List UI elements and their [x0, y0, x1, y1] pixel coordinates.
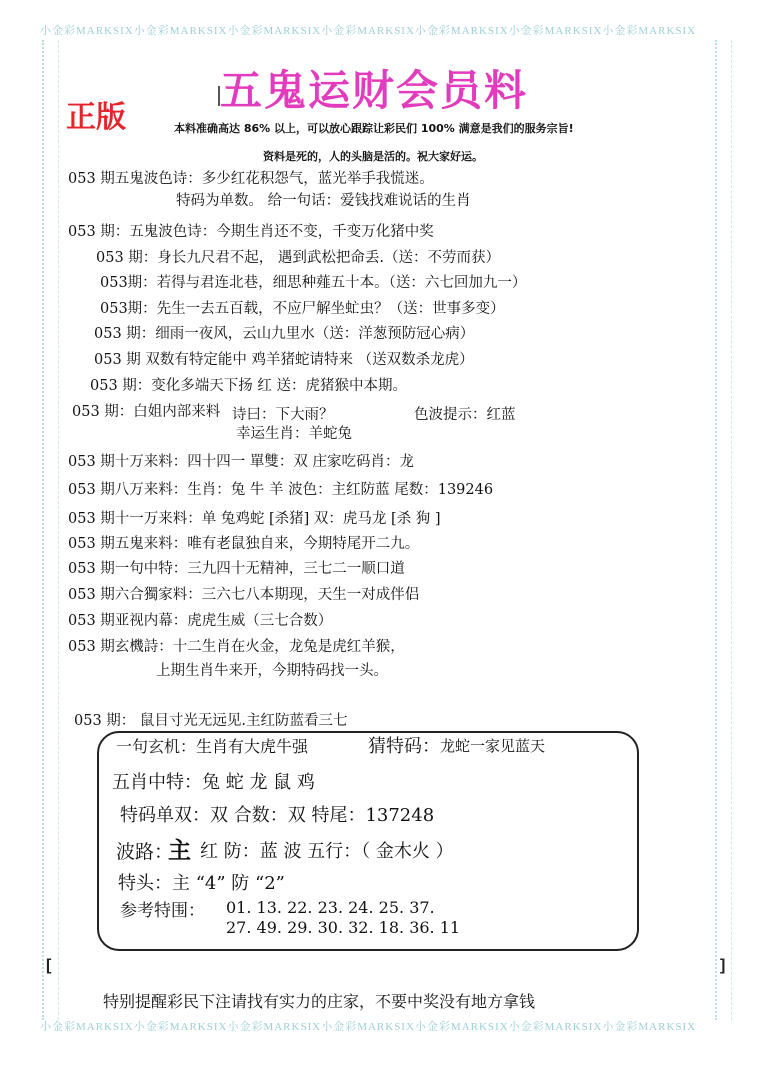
text-line: 053 期一句中特：三九四十无精神，三七二一顺口道 [68, 561, 405, 577]
text-line: 053 期：身长九尺君不起， 遇到武松把命丢.（送：不劳而获） [96, 250, 501, 266]
reference-numbers-1: 01. 13. 22. 23. 24. 25. 37. [226, 898, 435, 917]
wave-label: 波路： [116, 841, 174, 863]
text-line: 053 期六合獨家料：三六七八本期现，天生一对成伴侣 [68, 587, 420, 603]
text-line: 053 期亚视内幕：虎虎生威（三七合数） [68, 613, 333, 629]
text-line: 诗曰：下大雨？ [232, 407, 334, 423]
watermark-border-bottom: 小金彩MARKSIX小金彩MARKSIX小金彩MARKSIX小金彩MARKSIX小金彩MARKSIX小金彩MARKSIX小金彩MARKSIX [40, 1021, 697, 1033]
text-line: 幸运生肖：羊蛇兔 [236, 426, 352, 442]
riddle-line: 一句玄机：生肖有大虎牛强 [116, 737, 309, 756]
text-line: 053 期十万来料：四十四一 單雙：双 庄家吃码肖：龙 [68, 454, 415, 470]
reference-label: 参考特围： [120, 901, 205, 921]
genuine-badge: 正版 [66, 100, 126, 135]
five-zodiac-line: 五肖中特：兔 蛇 龙 鼠 鸡 [112, 772, 315, 793]
text-line: 053 期：细雨一夜风，云山九里水（送：洋葱预防冠心病） [94, 326, 475, 342]
text-line: 色波提示：红蓝 [414, 407, 516, 423]
text-line: 053期：先生一去五百载，不应尸解坐虻虫？（送：世事多变） [100, 301, 505, 317]
text-line: 053 期：五鬼波色诗：今期生肖还不变，千变万化猪中奖 [68, 224, 434, 240]
text-line: 053 期：变化多端天下扬 红 送：虎猪猴中本期。 [90, 378, 408, 394]
text-line: 053 期五鬼波色诗：多少红花积怨气，蓝光举手我慌迷。 [68, 171, 434, 187]
odd-even-line: 特码单双：双 合数：双 特尾：137248 [120, 805, 435, 826]
text-line: 上期生肖牛来开，今期特码找一头。 [156, 663, 388, 679]
text-line: 053 期：白姐内部来料 [72, 404, 221, 420]
text-line: 053 期 双数有特定能中 鸡羊猪蛇请特来 （送双数杀龙虎） [94, 352, 474, 368]
text-line: 053 期玄機詩：十二生肖在火金，龙兔是虎红羊猴， [68, 639, 405, 655]
footer-reminder: 特别提醒彩民下注请找有实力的庄家，不要中奖没有地方拿钱 [103, 992, 536, 1011]
text-line: 053期：若得与君连北巷，细思种薤五十本。（送：六七回加九一） [100, 275, 527, 291]
border-right [715, 40, 732, 1020]
edge-mark-left: [ [46, 957, 52, 974]
guess-value: 龙蛇一家见蓝天 [440, 737, 546, 755]
subtitle-note: 资料是死的，人的头脑是活的。祝大家好运。 [263, 150, 483, 163]
edge-mark-right: ] [720, 957, 726, 974]
wave-main: 主 [168, 837, 191, 864]
text-line: 053 期十一万来料：单 兔鸡蛇 [杀猪] 双：虎马龙 [杀 狗 ] [68, 511, 441, 527]
page-title: 五鬼运财会员料 [220, 66, 529, 115]
text-line: 053 期八万来料：生肖：兔 牛 羊 波色：主红防蓝 尾数：139246 [68, 482, 494, 498]
border-left [42, 40, 59, 1020]
text-line: 053 期五鬼来料：唯有老鼠独自来，今期特尾开二九。 [68, 536, 420, 552]
text-line: 特码为单数。 给一句话：爱钱找难说话的生肖 [176, 193, 471, 209]
watermark-border-top: 小金彩MARKSIX小金彩MARKSIX小金彩MARKSIX小金彩MARKSIX小金彩MARKSIX小金彩MARKSIX小金彩MARKSIX [40, 25, 697, 37]
guess-label: 猜特码： [368, 736, 440, 757]
text-line: 053 期： 鼠目寸光无远见.主红防蓝看三七 [74, 713, 348, 729]
wave-line: 红 防：蓝 波 五行：（ 金木火 ） [200, 841, 454, 862]
reference-numbers-2: 27. 49. 29. 30. 32. 18. 36. 11 [226, 918, 461, 937]
head-line: 特头：主 “4” 防 “2” [118, 873, 285, 894]
subtitle-accuracy: 本料准确高达 86% 以上，可以放心跟踪让彩民们 100% 满意是我们的服务宗旨! [174, 122, 574, 135]
